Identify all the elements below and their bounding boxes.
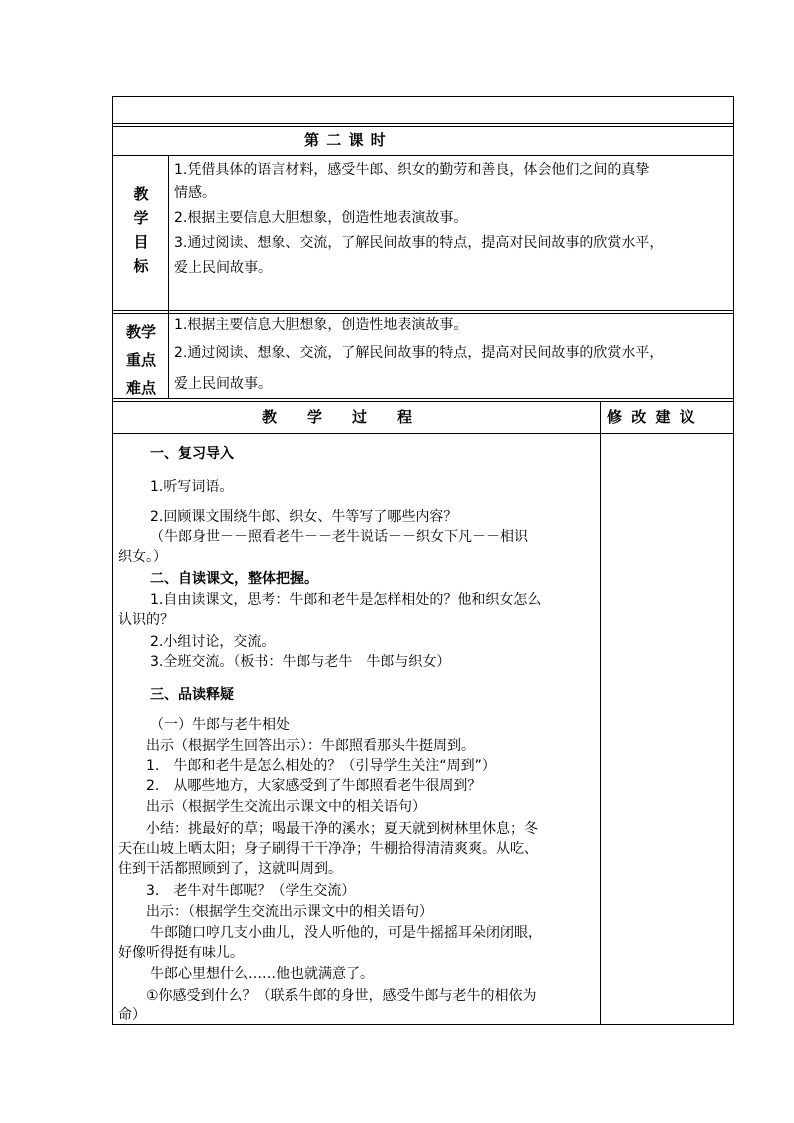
process-line: 命） [118,1007,146,1023]
row-divider [112,155,734,156]
row-divider [112,126,734,127]
column-divider [600,401,601,1025]
process-line: 认识的？ [118,612,174,628]
section-heading: 二、自读课文，整体把握。 [150,571,318,587]
row-divider [112,310,734,311]
objective-line: 1.凭借具体的语言材料，感受牛郎、织女的勤劳和善良，体会他们之间的真挚 [174,162,650,178]
revision-header: 修 改 建 议 [607,408,697,426]
process-line: 3. 老牛对牛郎呢？（学生交流） [146,883,356,899]
process-line: 好像听得挺有味儿。 [118,945,244,961]
process-line: 牛郎随口哼几支小曲儿，没人听他的，可是牛摇摇耳朵闭闭眼， [150,925,542,941]
process-line: （一）牛郎与老牛相处 [150,717,290,733]
process-line: 2. 从哪些地方，大家感受到了牛郎照看老牛很周到？ [146,778,482,794]
process-line: （牛郎身世－－照看老牛－－老牛说话－－织女下凡－－相识 [150,529,528,545]
process-line: ①你感受到什么？（联系牛郎的身世，感受牛郎与老牛的相依为 [146,988,537,1004]
row-divider [112,123,734,124]
objective-line: 爱上民间故事。 [174,260,272,276]
process-line: 牛郎心里想什么……他也就满意了。 [150,966,374,982]
process-line: 2.回顾课文围绕牛郎、织女、牛等写了哪些内容？ [150,509,458,525]
process-line: 出示（根据学生交流出示课文中的相关语句） [146,799,426,815]
process-line: 3.全班交流。（板书：牛郎与老牛 牛郎与织女） [150,654,451,670]
section-heading: 三、品读释疑 [150,687,234,703]
process-line: 1. 牛郎和老牛是怎么相处的？（引导学生关注“周到”） [146,758,496,774]
process-line: 1.自由读课文，思考：牛郎和老牛是怎样相处的？他和织女怎么 [150,592,542,608]
row-divider [112,313,734,314]
key-point-line: 1.根据主要信息大胆想象，创造性地表演故事。 [174,317,468,333]
row-divider [112,398,734,399]
section-heading: 一、复习导入 [150,446,234,462]
objective-line: 3.通过阅读、想象、交流，了解民间故事的特点，提高对民间故事的欣赏水平， [174,235,664,251]
process-line: 天在山坡上晒太阳；身子刷得干干净净；牛棚拾得清清爽爽。从吃、 [118,841,538,857]
process-line: 住到干活都照顾到了，这就叫周到。 [118,861,342,877]
process-line: 2.小组讨论，交流。 [150,634,276,650]
key-point-line: 2.通过阅读、想象、交流，了解民间故事的特点，提高对民间故事的欣赏水平， [174,345,664,361]
process-line: 出示（根据学生回答出示）：牛郎照看那头牛挺周到。 [146,738,475,754]
objectives-label: 教 学 目 标 [133,185,149,275]
row-divider [112,401,734,402]
row-divider [112,433,734,434]
process-line: 出示：（根据学生交流出示课文中的相关语句） [146,904,433,920]
process-line: 1.听写词语。 [150,479,234,495]
lesson-title: 第 二 课 时 [304,131,387,149]
objective-line: 2.根据主要信息大胆想象，创造性地表演故事。 [174,210,468,226]
process-line: 小结：挑最好的草；喝最干净的溪水；夏天就到树林里休息；冬 [146,821,538,837]
key-points-label: 教学 重点 难点 [125,323,156,397]
key-point-line: 爱上民间故事。 [174,376,272,392]
column-divider [168,155,169,398]
process-line: 织女。） [118,549,167,565]
process-header: 教 学 过 程 [262,408,413,426]
objective-line: 情感。 [174,185,216,201]
